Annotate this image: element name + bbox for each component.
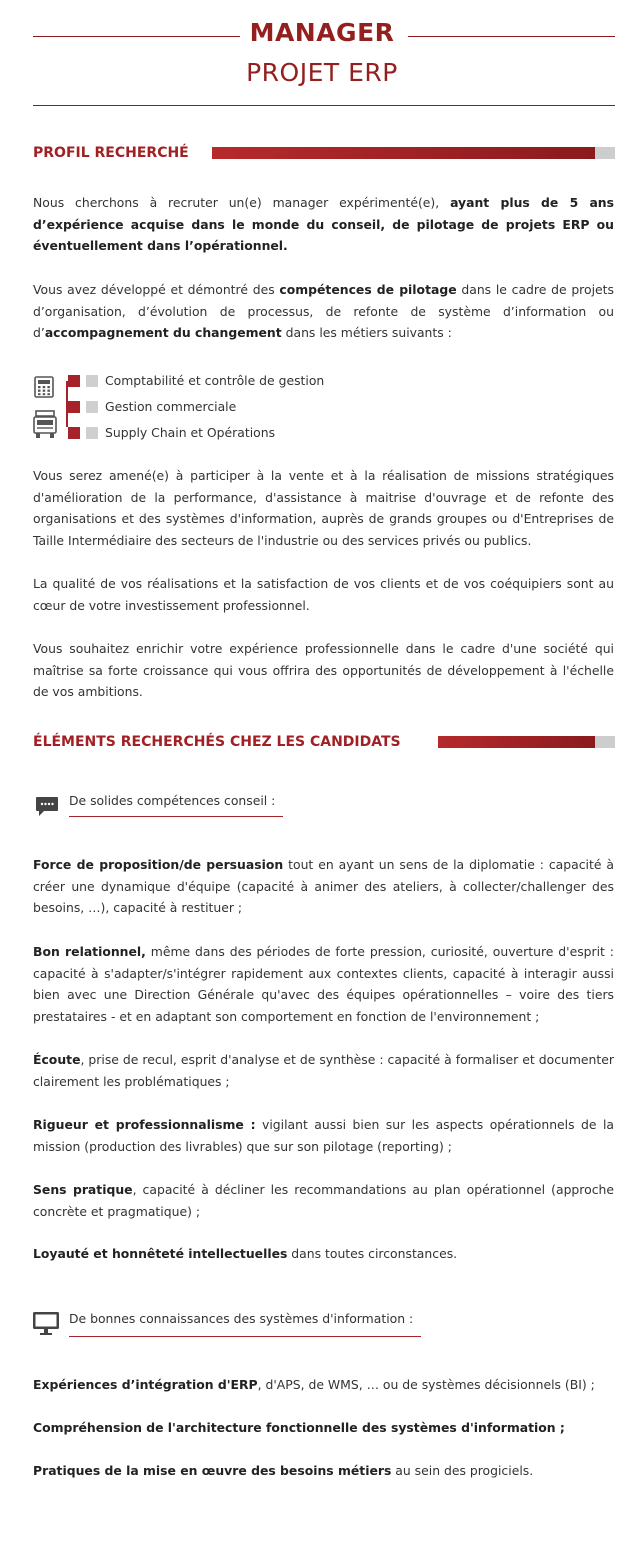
section-bar-profil-end	[595, 147, 615, 159]
profil-paragraph-5: Vous souhaitez enrichir votre expérience professionnelle dans le cadre d'une société qui maîtrise sa forte croissance qui vous offrira des opportunités de développement à l'échelle de vos ambitions.	[33, 641, 614, 699]
list-bullet-grey	[86, 375, 98, 387]
conseil-item: Force de proposition/de persuasion tout en ayant un sens de la diplomatie : capacité à créer une dynamique d'équipe (capacité à animer des ateliers, à collecter/challenger des besoins, …), capacité à restituer ;	[33, 857, 614, 915]
conseil-item: Loyauté et honnêteté intellectuelles dans toutes circonstances.	[33, 1246, 458, 1261]
chat-bubble-icon	[35, 796, 59, 818]
section-bar-profil	[212, 147, 595, 159]
list-item: Comptabilité et contrôle de gestion	[105, 373, 325, 388]
conseil-heading: De solides compétences conseil :	[69, 793, 276, 808]
si-item: Pratiques de la mise en œuvre des besoins métiers au sein des progiciels.	[33, 1463, 534, 1478]
profil-paragraph-1: Nous cherchons à recruter un(e) manager expérimenté(e), ayant plus de 5 ans d’expérience acquise dans le monde du conseil, de pilotage de projets ERP ou éventuellement dans l’opérationnel.	[33, 195, 614, 253]
profil-paragraph-4: La qualité de vos réalisations et la satisfaction de vos clients et de vos coéquipiers sont au cœur de votre investissement professionnel.	[33, 576, 614, 613]
profil-paragraph-2: Vous avez développé et démontré des compétences de pilotage dans le cadre de projets d’organisation, d’évolution de processus, de refonte de système d’information ou d’accompagnement du changement dans les métiers suivants :	[33, 282, 614, 340]
section-title-elements: ÉLÉMENTS RECHERCHÉS CHEZ LES CANDIDATS	[33, 734, 401, 750]
si-heading-underline	[69, 1336, 421, 1337]
page-subtitle: PROJET ERP	[246, 58, 398, 87]
section-title-profil: PROFIL RECHERCHÉ	[33, 145, 189, 161]
list-bullet-red	[68, 375, 80, 387]
list-item: Supply Chain et Opérations	[105, 425, 276, 440]
list-item: Gestion commerciale	[105, 399, 237, 414]
conseil-item: Bon relationnel, même dans des périodes de forte pression, curiosité, ouverture d'esprit : capacité à s'adapter/s'intégrer rapidement aux contextes clients, capacité à interagir aussi bien avec une Direction Générale qu'avec des équipes opérationnelles – voire des tiers prestataires - et en adaptant son comportement en fonction de l'environnement ;	[33, 944, 614, 1024]
si-item: Expériences d’intégration d'ERP, d'APS, de WMS, … ou de systèmes décisionnels (BI) ;	[33, 1377, 595, 1392]
conseil-item: Sens pratique, capacité à décliner les recommandations au plan opérationnel (approche concrète et pragmatique) ;	[33, 1182, 614, 1219]
calculator-icon	[34, 376, 54, 398]
section-bar-elements	[438, 736, 595, 748]
list-bullet-red	[68, 427, 80, 439]
list-bullet-grey	[86, 401, 98, 413]
section-bar-elements-end	[595, 736, 615, 748]
monitor-icon	[32, 1311, 60, 1337]
si-item: Compréhension de l'architecture fonctionnelle des systèmes d'information ;	[33, 1420, 565, 1435]
list-bullet-grey	[86, 427, 98, 439]
truck-icon	[33, 410, 57, 440]
header-rule-bottom	[33, 105, 615, 106]
conseil-item: Rigueur et professionnalisme : vigilant aussi bien sur les aspects opérationnels de la mission (production des livrables) que sur son pilotage (reporting) ;	[33, 1117, 614, 1154]
page-title: MANAGER	[249, 18, 395, 47]
conseil-heading-underline	[69, 816, 283, 817]
si-heading: De bonnes connaissances des systèmes d'information :	[69, 1311, 414, 1326]
profil-paragraph-3: Vous serez amené(e) à participer à la vente et à la réalisation de missions stratégiques d'amélioration de la performance, d'assistance à maitrise d'ouvrage et de refonte des organisations et des systèmes d'information, auprès de grands groupes ou d'Entreprises de Taille Intermédiaire des secteurs de l'industrie ou des services privés ou publics.	[33, 468, 614, 548]
list-bullet-red	[68, 401, 80, 413]
conseil-item: Écoute, prise de recul, esprit d'analyse et de synthèse : capacité à formaliser et documenter clairement les problématiques ;	[33, 1052, 614, 1089]
